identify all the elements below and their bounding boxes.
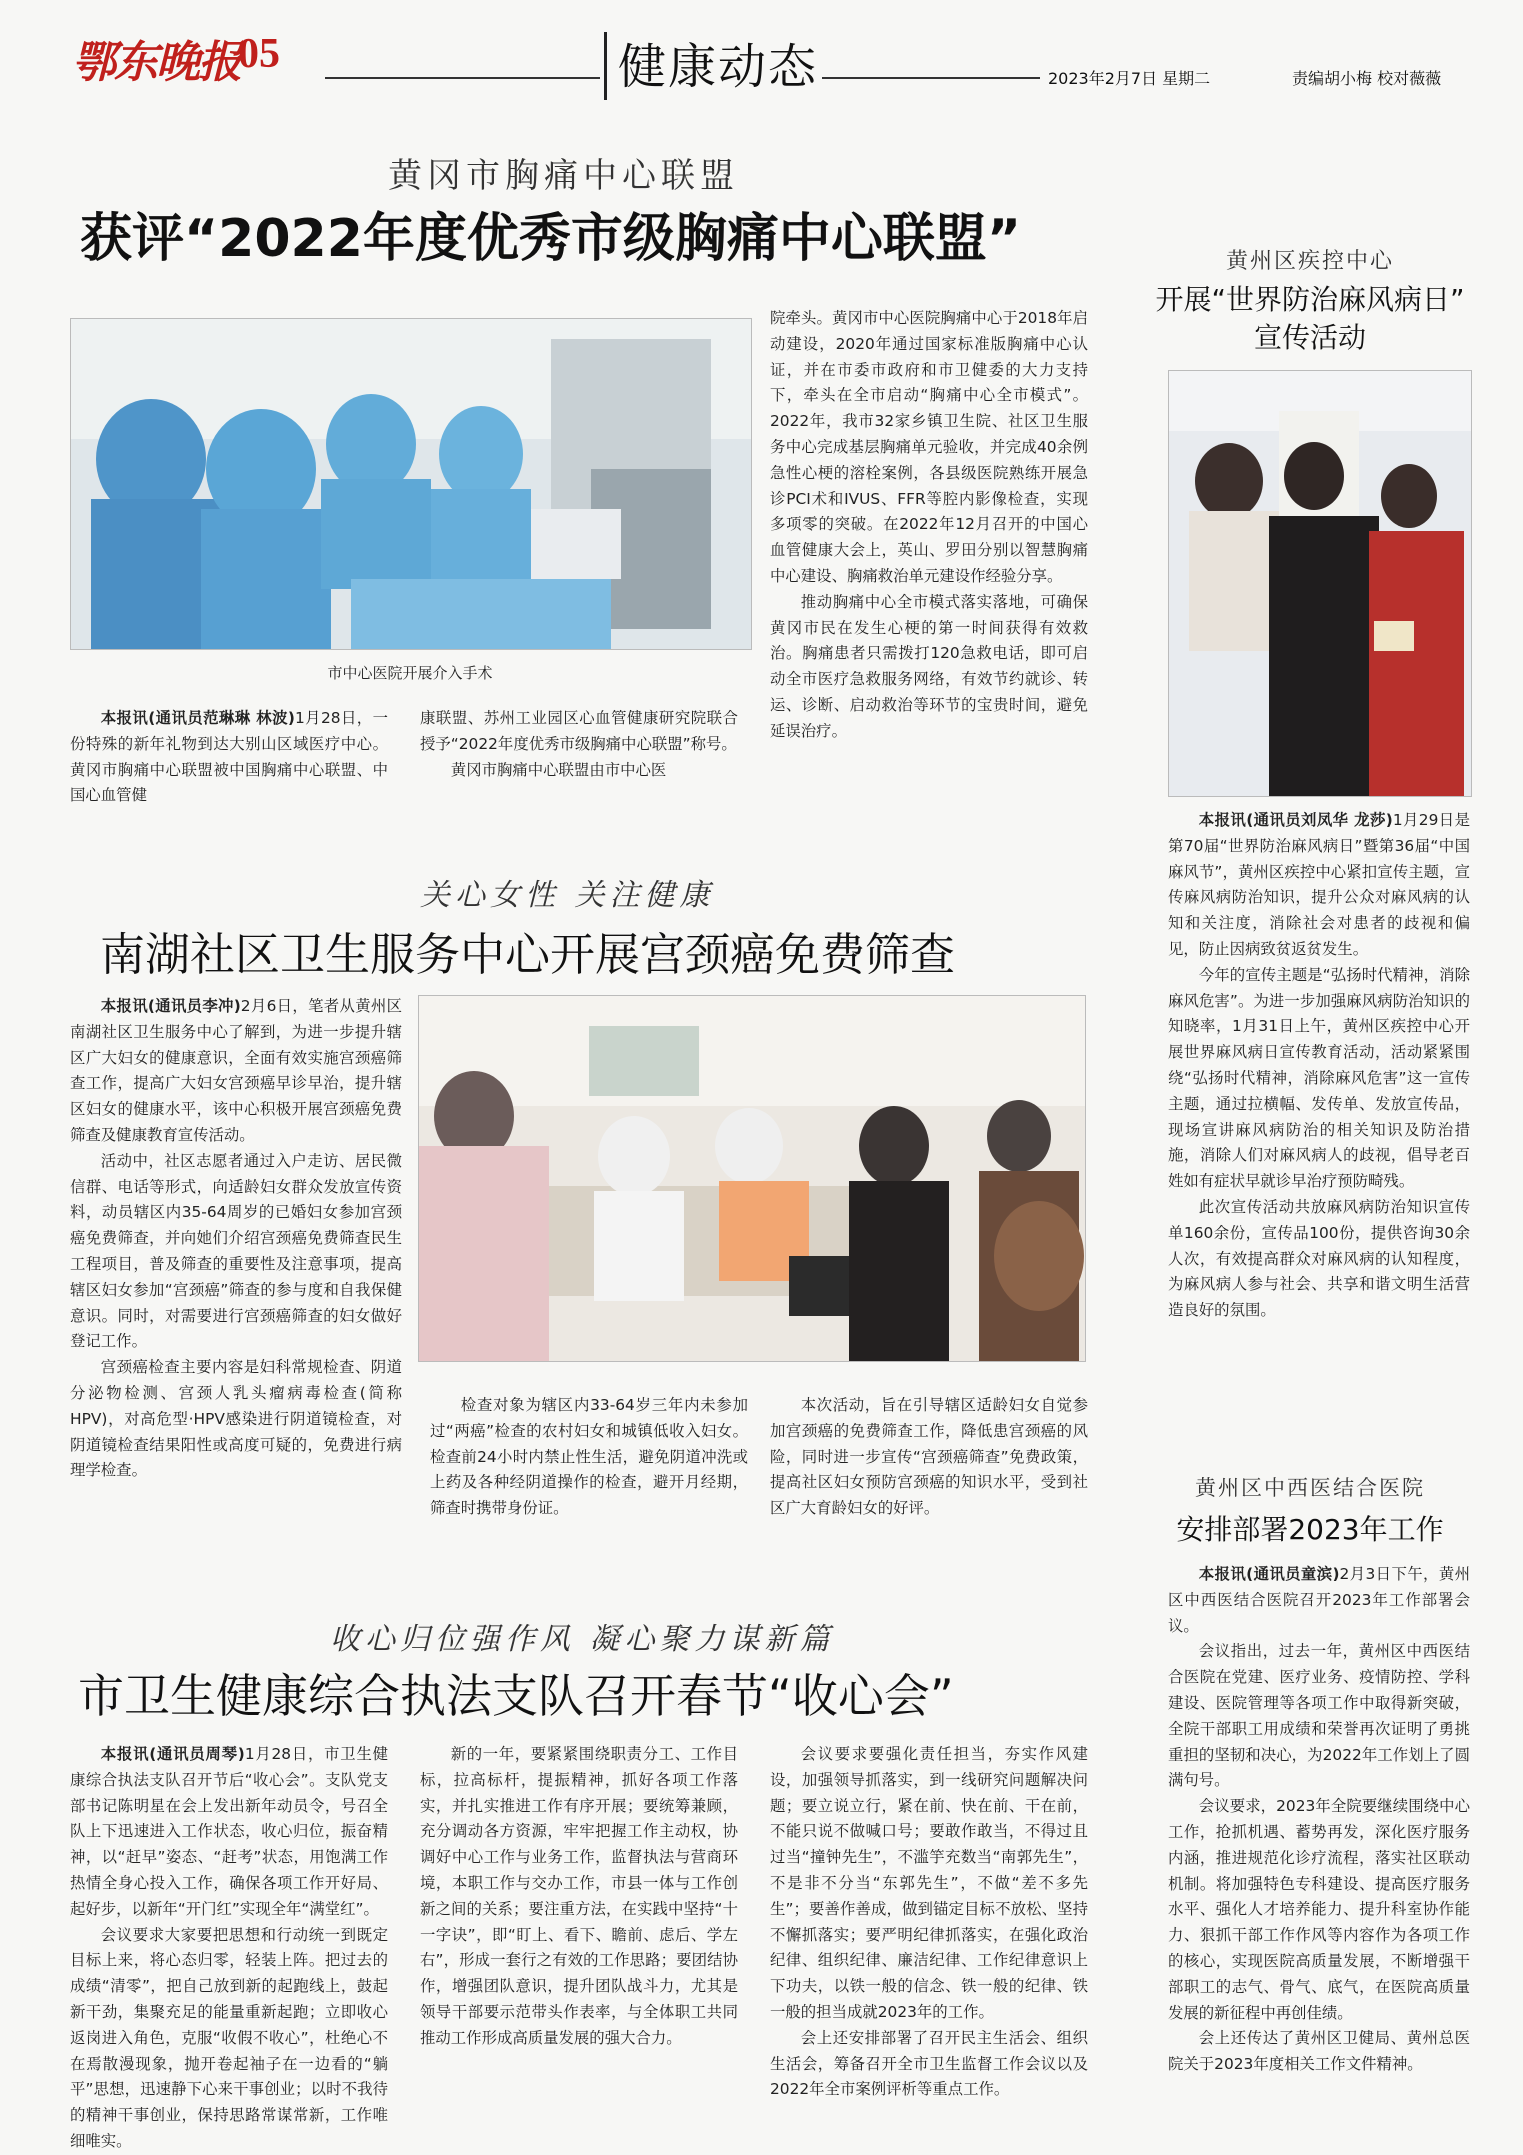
editor-credits: 责编胡小梅 校对薇薇	[1292, 69, 1442, 88]
side2-paragraph: 会议要求，2023年全院要继续围绕中心工作，抢抓机遇、蓄势再发，深化医疗服务内涵，推进规范化诊疗流程，落实社区联动机制。将加强特色专科建设、提高医疗服务水平、强化人才培养能力、提升科室协作能力、狠抓干部工作作风等内容作为各项工作的核心，实现医院高质量发展，不断增强干部职工的志气、骨气、底气，在医院高质量发展的新征程中再创佳绩。	[1168, 1797, 1470, 2022]
article3-col1	[70, 1742, 388, 2150]
article3-paragraph: 会议要求大家要把思想和行动统一到既定目标上来，将心态归零，轻装上阵。把过去的成绩“清零”，把自己放到新的起跑线上，鼓起新干劲，集聚充足的能量重新起跑；立即收心返岗进入角色，克服“收假不收心”，杜绝心不在焉散漫现象，抛开卷起袖子在一边看的“躺平”思想，迅速静下心来干事创业；以时不我待的精神干事创业，保持思路常谋常新，工作唯细唯实。	[70, 1925, 388, 2150]
side2-kicker: 黄州区中西医结合医院	[1195, 1476, 1425, 1500]
side2-byline: 本报讯(通讯员童滨)	[1198, 1565, 1340, 1583]
article1-col3	[770, 306, 1088, 806]
side1-paragraph: 今年的宣传主题是“弘扬时代精神，消除麻风危害”。为进一步加强麻风病防治知识的知晓率，1月31日上午，黄州区疾控中心开展世界麻风病日宣传教育活动，活动紧紧围绕“弘扬时代精神，消除麻风危害”这一宣传主题，通过拉横幅、发传单、发放宣传品，现场宣讲麻风病防治的相关知识及防治措施，消除人们对麻风病人的歧视，倡导老百姓如有症状早就诊早治疗预防畸残。	[1168, 965, 1470, 1191]
side1-paragraph: 1月29日是第70届“世界防治麻风病日”暨第36届“中国麻风节”，黄州区疾控中心紧扣宣传主题，宣传麻风病防治知识，提升公众对麻风病的认知和关注度，消除社会对患者的歧视和偏见，防止因病致贫返贫发生。	[1168, 811, 1470, 958]
article3-paragraph: 会议要求要强化责任担当，夯实作风建设，加强领导抓落实，到一线研究问题解决问题；要立说立行，紧在前、快在前、干在前，不能只说不做喊口号；要敢作敢当，不得过且过当“撞钟先生”，不滥竽充数当“南郭先生”，不是非不分当“东郭先生”，不做“差不多先生”；要善作善成，做到锚定目标不放松、坚持不懈抓落实；要严明纪律抓落实，在强化政治纪律、组织纪律、廉洁纪律、工作纪律意识上下功夫，以铁一般的信念、铁一般的纪律、铁一般的担当成就2023年的工作。	[770, 1745, 1088, 2021]
side2-paragraph: 2月3日下午，黄州区中西医结合医院召开2023年工作部署会议。	[1168, 1565, 1470, 1635]
newspaper-logo: 鄂东晚报	[72, 37, 240, 88]
article1-paragraph: 黄冈市胸痛中心联盟由市中心医	[450, 760, 667, 779]
masthead-rule-left	[325, 77, 600, 79]
side1-body	[1168, 808, 1470, 1376]
side1-kicker: 黄州区疾控中心	[1225, 249, 1394, 274]
side2-headline: 安排部署2023年工作	[1176, 1513, 1444, 1546]
article2-paragraph: 检查对象为辖区内33-64岁三年内未参加过“两癌”检查的农村妇女和城镇低收入妇女。检查前24小时内禁止性生活，避免阴道冲洗或上药及各种经阴道操作的检查，避开月经期，筛查时携带身份证。	[430, 1396, 748, 1518]
side2-paragraph: 会上还传达了黄州区卫健局、黄州总医院关于2023年度相关工作文件精神。	[1168, 2029, 1470, 2074]
article2-kicker: 关心女性 关注健康	[420, 878, 715, 913]
screening-photo-illustration	[419, 996, 1085, 1361]
article3-col2	[420, 1742, 738, 2132]
issue-date: 2023年2月7日 星期二	[1048, 69, 1211, 88]
leprosy-day-photo-illustration	[1169, 371, 1471, 796]
article1-col2	[420, 706, 738, 810]
article2-paragraph: 活动中，社区志愿者通过入户走访、居民微信群、电话等形式，向适龄妇女群众发放宣传资料，动员辖区内35-64周岁的已婚妇女参加宫颈癌免费筛查，并向她们介绍宫颈癌免费筛查民生工程项目，普及筛查的重要性及注意事项，提高辖区妇女参加“宫颈癌”筛查的参与度和自我保健意识。同时，对需要进行宫颈癌筛查的妇女做好登记工作。	[70, 1151, 402, 1351]
article2-col1	[70, 994, 402, 1536]
article2-col2	[430, 1393, 748, 1553]
masthead-rule-right	[822, 77, 1040, 79]
article2-byline: 本报讯(通讯员李冲)	[100, 997, 241, 1015]
section-title: 健康动态	[618, 39, 819, 95]
side2-body	[1168, 1562, 1470, 2132]
section-divider	[604, 32, 607, 100]
article2-paragraph: 本次活动，旨在引导辖区适龄妇女自觉参加宫颈癌的免费筛查工作，降低患宫颈癌的风险，同时进一步宣传“宫颈癌筛查”免费政策，提高社区妇女预防宫颈癌的知识水平，受到社区广大育龄妇女的好评。	[770, 1396, 1088, 1518]
surgery-photo-caption: 市中心医院开展介入手术	[327, 664, 493, 682]
screening-photo	[418, 995, 1086, 1362]
article1-col1	[70, 706, 388, 806]
surgery-photo-illustration	[71, 319, 751, 649]
article2-paragraph: 宫颈癌检查主要内容是妇科常规检查、阴道分泌物检测、宫颈人乳头瘤病毒检查(简称HPV)，对高危型·HPV感染进行阴道镜检查，对阴道镜检查结果阳性或高度可疑的，免费进行病理学检查。	[70, 1358, 402, 1480]
article3-paragraph: 1月28日，市卫生健康综合执法支队召开节后“收心会”。支队党支部书记陈明星在会上发出新年动员令，号召全队上下迅速进入工作状态，收心归位，振奋精神，以“赶早”姿态、“赶考”状态，用饱满工作热情全身心投入工作，确保各项工作开好局、起好步，以新年“开门红”实现全年“满堂红”。	[70, 1745, 388, 1918]
side1-headline-line1: 开展“世界防治麻风病日”	[1155, 283, 1465, 316]
article1-kicker: 黄冈市胸痛中心联盟	[388, 156, 739, 196]
article1-paragraph: 康联盟、苏州工业园区心血管健康研究院联合授予“2022年度优秀市级胸痛中心联盟”称号。	[420, 709, 738, 753]
side1-byline: 本报讯(通讯员刘凤华 龙莎)	[1198, 811, 1393, 829]
article1-paragraph: 推动胸痛中心全市模式落实落地，可确保黄冈市民在发生心梗的第一时间获得有效救治。胸痛患者只需拨打120急救电话，即可启动全市医疗急救服务网络，有效节约就诊、转运、诊断、启动救治等环节的宝贵时间，避免延误治疗。	[770, 592, 1088, 740]
article3-byline: 本报讯(通讯员周琴)	[100, 1745, 245, 1763]
page-number: 05	[238, 31, 280, 77]
side2-paragraph: 会议指出，过去一年，黄州区中西医结合医院在党建、医疗业务、疫情防控、学科建设、医院管理等各项工作中取得新突破，全院干部职工用成绩和荣誉再次证明了勇挑重担的坚韧和决心，为2022年工作划上了圆满句号。	[1168, 1642, 1470, 1790]
side1-paragraph: 此次宣传活动共放麻风病防治知识宣传单160余份，宣传品100份，提供咨询30余人次，有效提高群众对麻风病的认知程度，为麻风病人参与社会、共享和谐文明生活营造良好的氛围。	[1168, 1197, 1470, 1320]
article3-paragraph: 新的一年，要紧紧围绕职责分工、工作目标，拉高标杆，提振精神，抓好各项工作落实，并扎实推进工作有序开展；要统筹兼顾，充分调动各方资源，牢牢把握工作主动权，协调好中心工作与业务工作，监督执法与营商环境，本职工作与交办工作，市县一体与工作创新之间的关系；要注重方法，在实践中坚持“十一字诀”，即“盯上、看下、瞻前、虑后、学左右”，形成一套行之有效的工作思路；要团结协作，增强团队意识，提升团队战斗力，尤其是领导干部要示范带头作表率，与全体职工共同推动工作形成高质量发展的强大合力。	[420, 1745, 738, 2047]
article1-headline: 获评“2022年度优秀市级胸痛中心联盟”	[80, 209, 1022, 269]
article3-col3	[770, 1742, 1088, 2132]
article1-paragraph: 院牵头。黄冈市中心医院胸痛中心于2018年启动建设，2020年通过国家标准版胸痛中心认证，并在市委市政府和市卫健委的大力支持下，牵头在全市启动“胸痛中心全市模式”。2022年，我市32家乡镇卫生院、社区卫生服务中心完成基层胸痛单元验收，并完成40余例急性心梗的溶栓案例，各县级医院熟练开展急诊PCI术和IVUS、FFR等腔内影像检查，实现多项零的突破。在2022年12月召开的中国心血管健康大会上，英山、罗田分别以智慧胸痛中心建设、胸痛救治单元建设作经验分享。	[770, 309, 1088, 585]
article1-byline: 本报讯(通讯员范琳琳 林波)	[100, 709, 295, 727]
article3-kicker: 收心归位强作风 凝心聚力谋新篇	[330, 1622, 835, 1657]
leprosy-day-photo	[1168, 370, 1472, 797]
article2-paragraph: 2月6日，笔者从黄州区南湖社区卫生服务中心了解到，为进一步提升辖区广大妇女的健康意识，全面有效实施宫颈癌筛查工作，提高广大妇女宫颈癌早诊早治，提升辖区妇女的健康水平，该中心积极开展宫颈癌免费筛查及健康教育宣传活动。	[70, 997, 402, 1144]
article3-headline: 市卫生健康综合执法支队召开春节“收心会”	[78, 1669, 954, 1723]
article2-headline: 南湖社区卫生服务中心开展宫颈癌免费筛查	[100, 928, 956, 981]
article2-col3	[770, 1393, 1088, 1553]
article1-paragraph: 1月28日，一份特殊的新年礼物到达大别山区域医疗中心。黄冈市胸痛中心联盟被中国胸痛中心联盟、中国心血管健	[70, 709, 388, 805]
side1-headline-line2: 宣传活动	[1253, 321, 1366, 354]
article3-paragraph: 会上还安排部署了召开民主生活会、组织生活会，筹备召开全市卫生监督工作会议以及2022年全市案例评析等重点工作。	[770, 2028, 1088, 2099]
surgery-photo	[70, 318, 752, 650]
